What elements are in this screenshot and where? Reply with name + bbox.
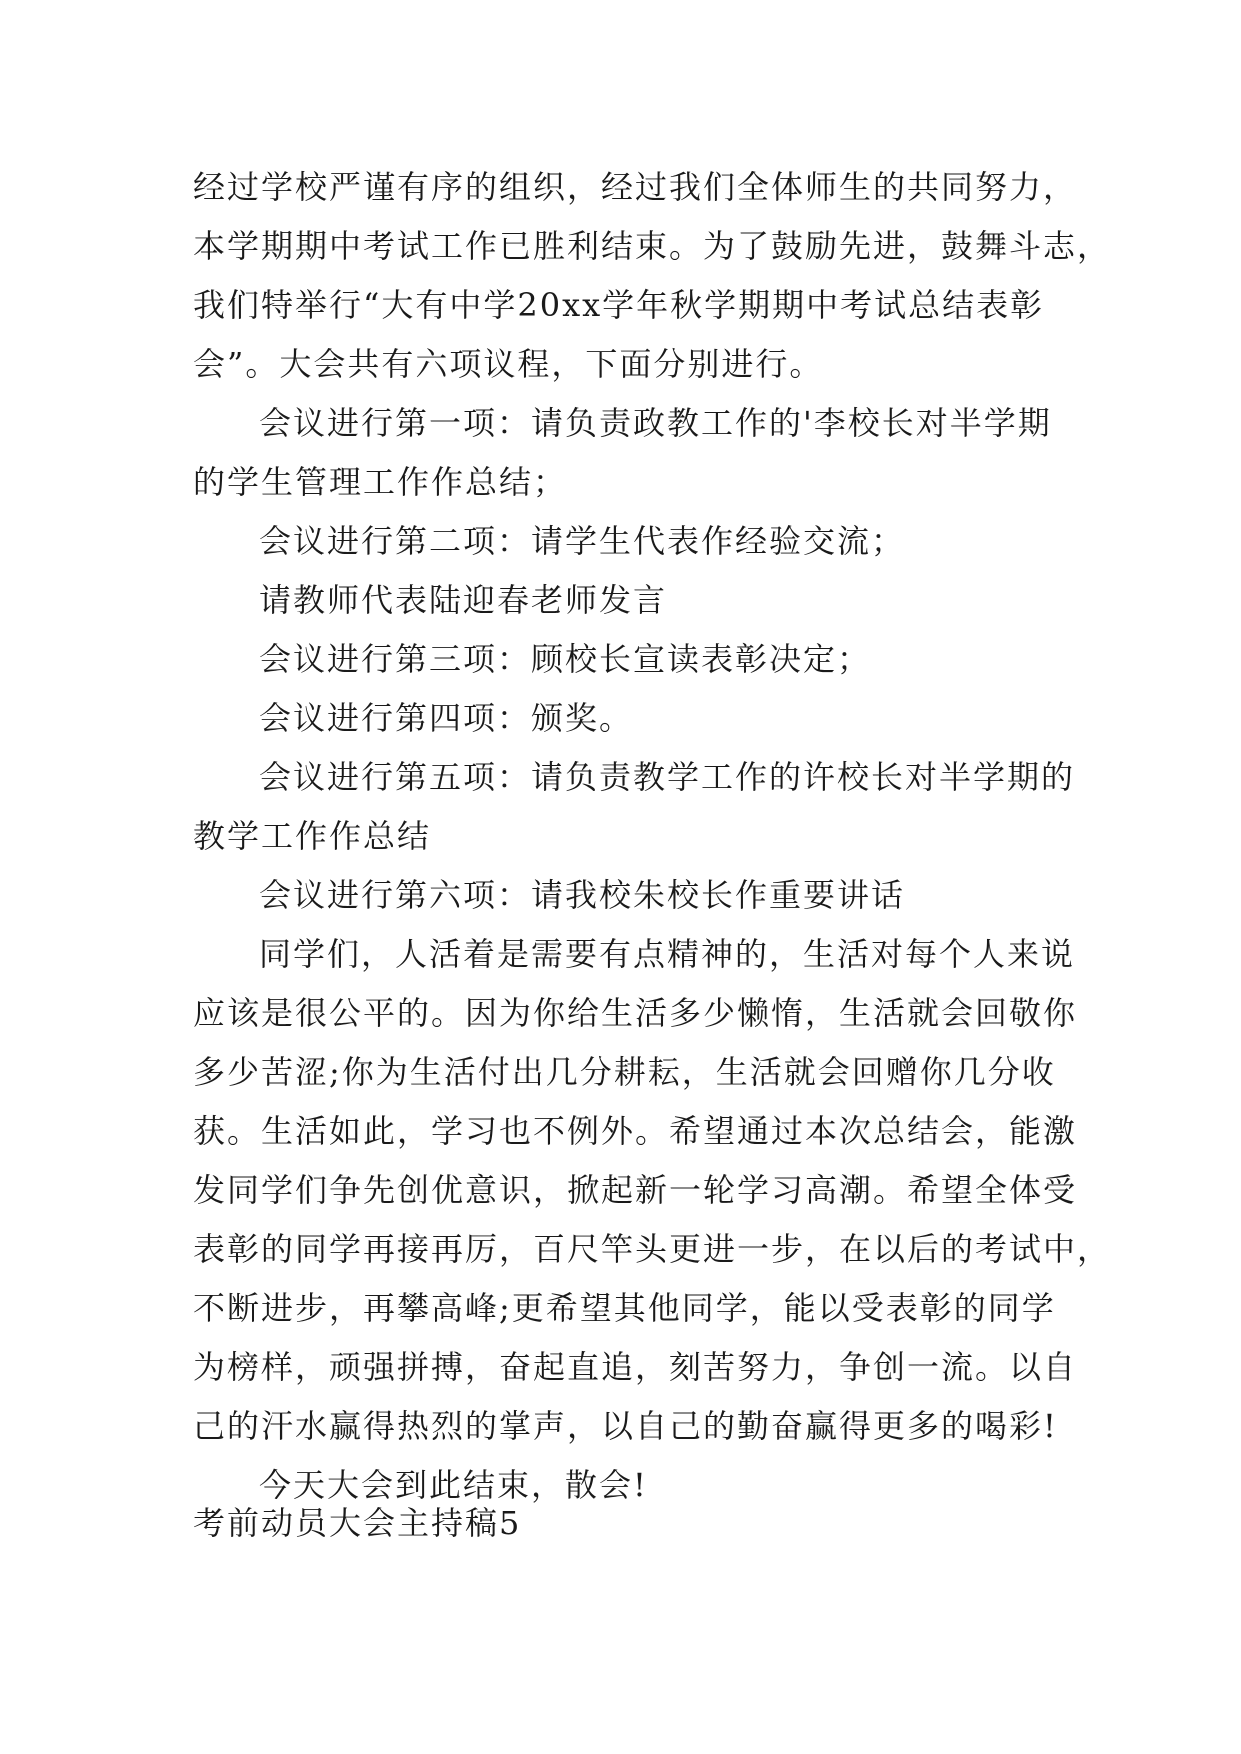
text-line: 同学们，人活着是需要有点精神的，生活对每个人来说 [259, 935, 1076, 973]
text-line: 不断进步，再攀高峰;更希望其他同学，能以受表彰的同学 [193, 1289, 1056, 1327]
closing-line: 今天大会到此结束，散会! [259, 1466, 648, 1504]
agenda-item-4: 会议进行第四项：颁奖。 [259, 699, 634, 737]
text-line: 会”。大会共有六项议程，下面分别进行。 [193, 345, 824, 383]
text-line: 请教师代表陆迎春老师发言 [259, 581, 668, 619]
agenda-item-2: 会议进行第二项：请学生代表作经验交流； [259, 522, 906, 560]
document-body [193, 158, 1112, 1515]
text-line: 的学生管理工作作总结； [193, 463, 568, 501]
agenda-item-6: 会议进行第六项：请我校朱校长作重要讲话 [259, 876, 906, 914]
text-line: 经过学校严谨有序的组织，经过我们全体师生的共同努力， [193, 168, 1078, 206]
text-line: 为榜样，顽强拼搏，奋起直追，刻苦努力，争创一流。以自 [193, 1348, 1078, 1386]
text-line: 多少苦涩;你为生活付出几分耕耘，生活就会回赠你几分收 [193, 1053, 1056, 1091]
agenda-item-3: 会议进行第三项：顾校长宣读表彰决定； [259, 640, 872, 678]
text-line: 应该是很公平的。因为你给生活多少懒惰，生活就会回敬你 [193, 994, 1078, 1032]
section-heading: 考前动员大会主持稿5 [193, 1504, 522, 1542]
text-line: 己的汗水赢得热烈的掌声，以自己的勤奋赢得更多的喝彩! [193, 1407, 1058, 1445]
text-line: 发同学们争先创优意识，掀起新一轮学习高潮。希望全体受 [193, 1171, 1078, 1209]
text-line: 教学工作作总结 [193, 817, 432, 855]
text-line: 表彰的同学再接再厉，百尺竿头更进一步，在以后的考试中， [193, 1230, 1112, 1268]
agenda-item-5: 会议进行第五项：请负责教学工作的许校长对半学期的 [259, 758, 1076, 796]
text-line: 获。生活如此，学习也不例外。希望通过本次总结会，能激 [193, 1112, 1078, 1150]
agenda-item-1: 会议进行第一项：请负责政教工作的'李校长对半学期 [259, 404, 1052, 442]
text-line: 我们特举行“大有中学20xx学年秋学期期中考试总结表彰 [193, 286, 1045, 324]
text-line: 本学期期中考试工作已胜利结束。为了鼓励先进，鼓舞斗志， [193, 227, 1112, 265]
